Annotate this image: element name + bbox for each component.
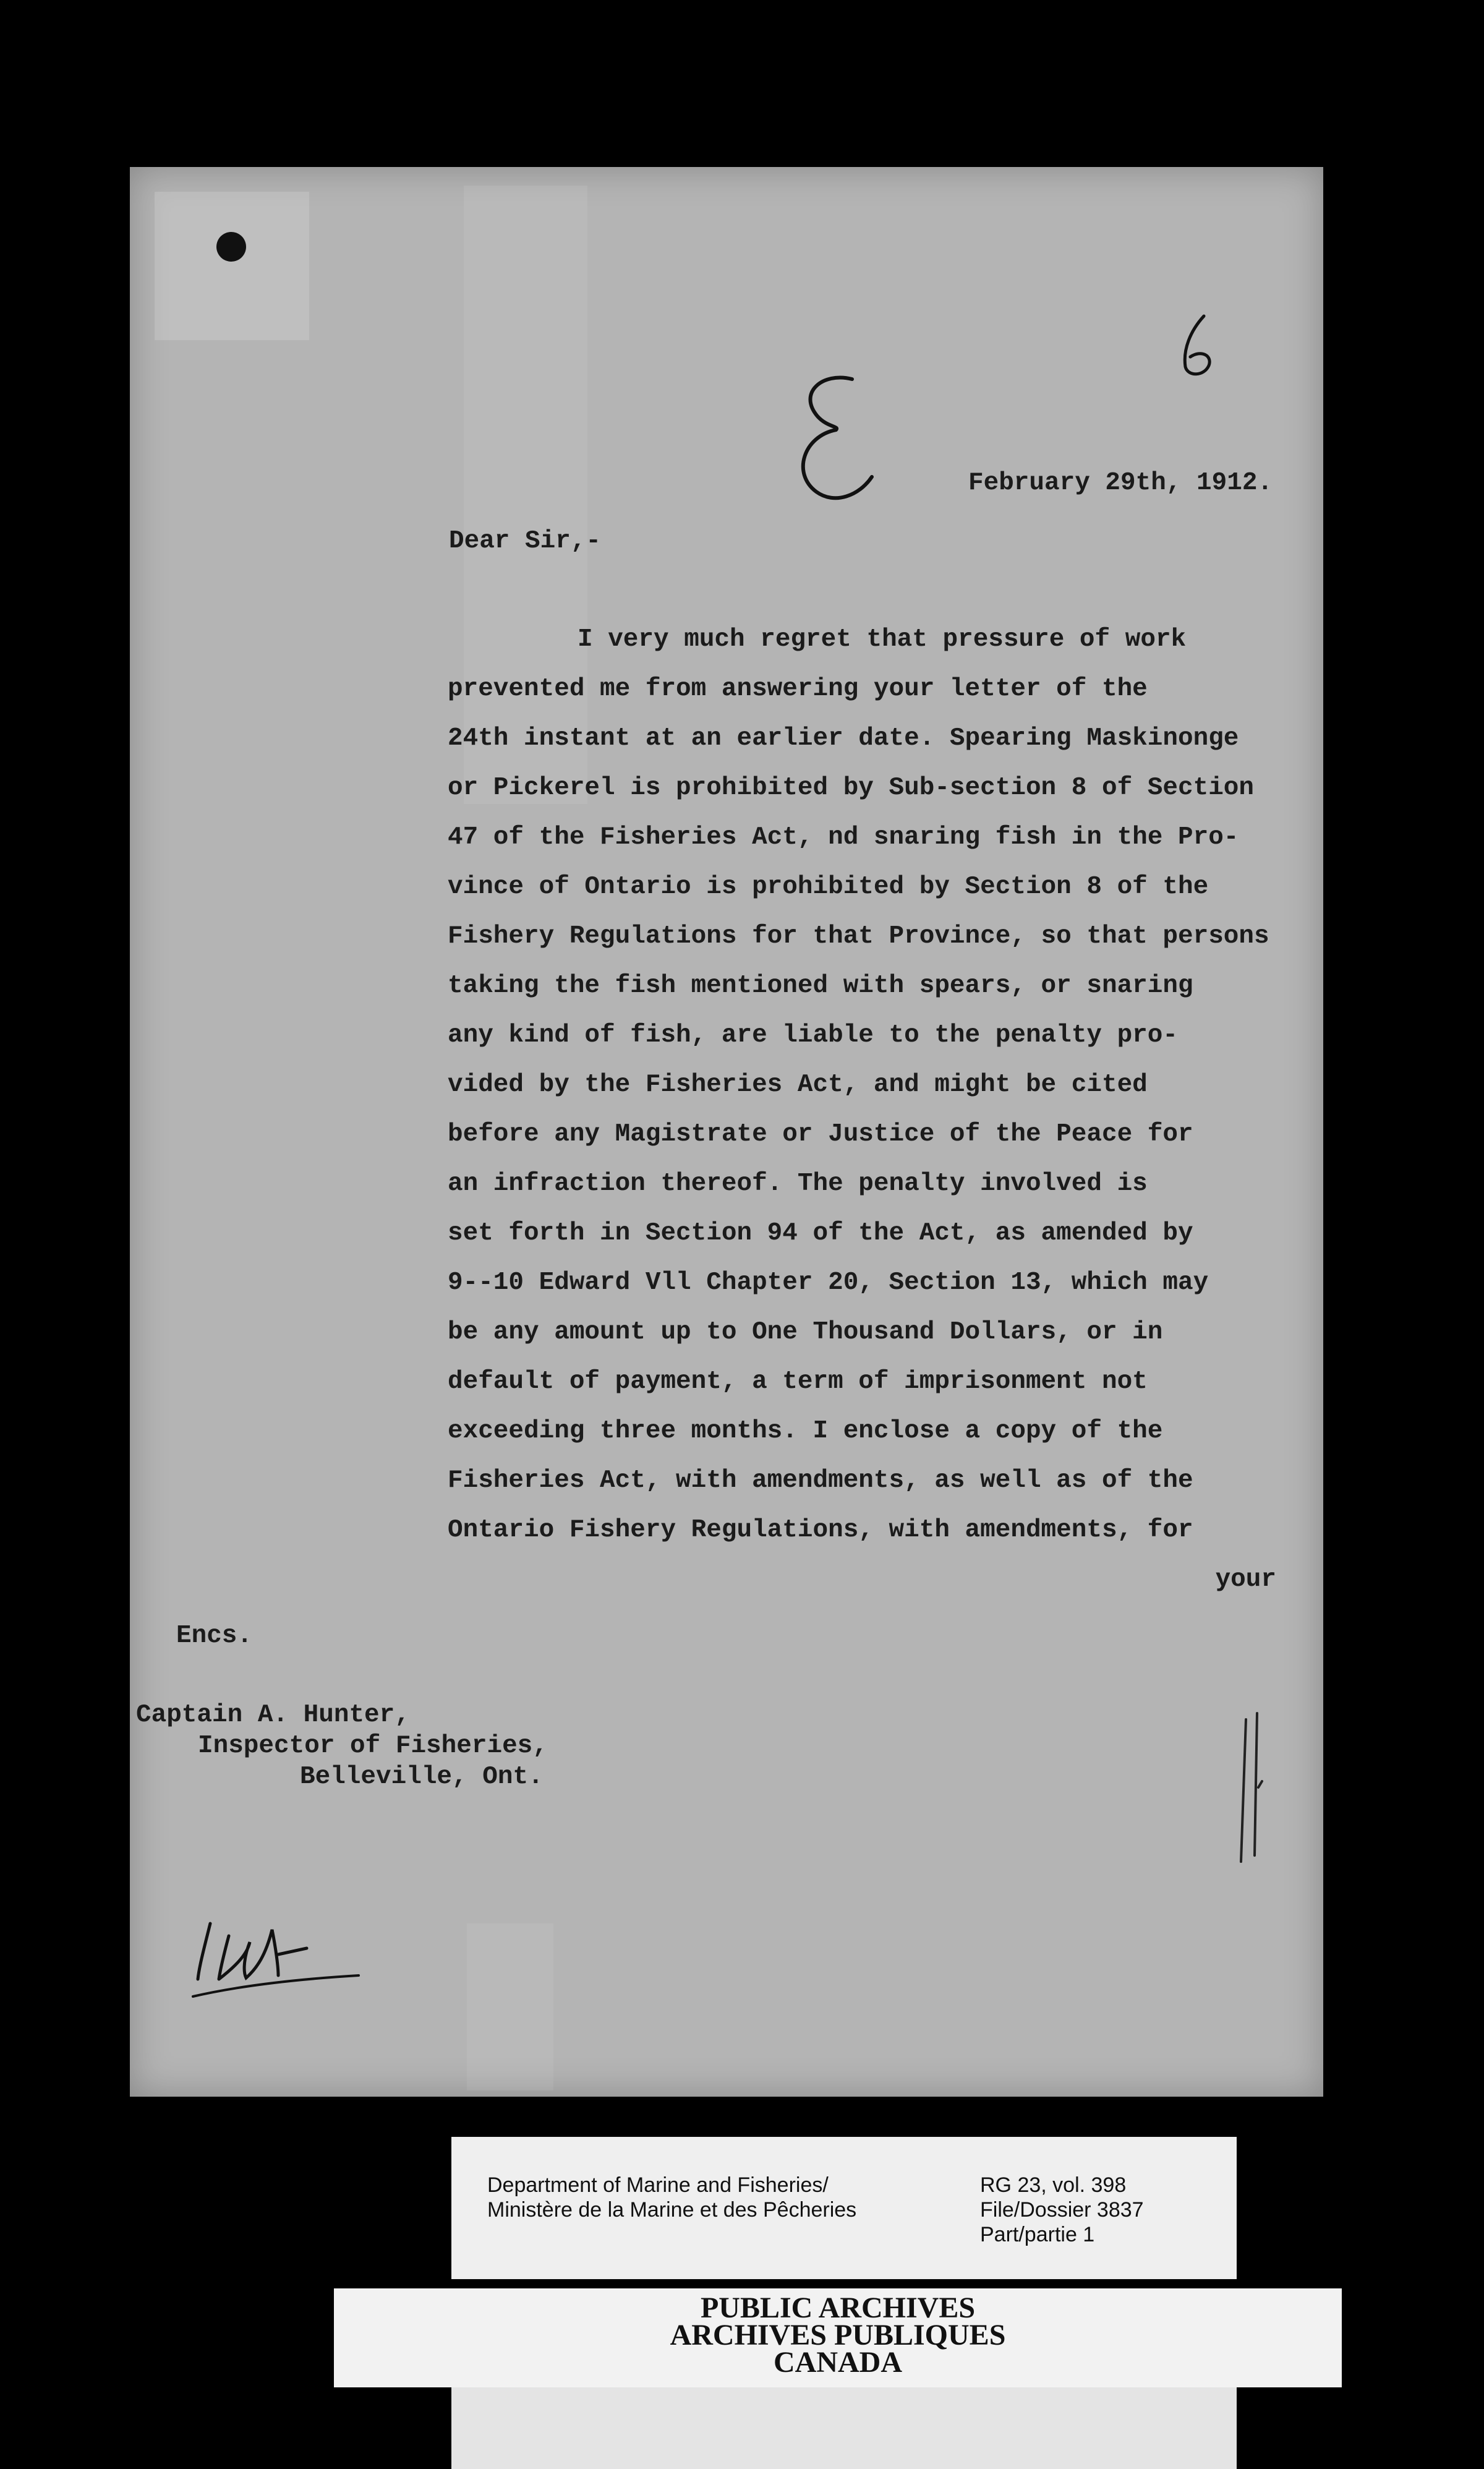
body-line: vince of Ontario is prohibited by Section 8 of the [448,873,1209,901]
corner-wear [155,192,309,340]
body-line: 47 of the Fisheries Act, nd snaring fish in the Pro- [448,823,1239,852]
stamp-line-country: CANADA [774,2346,902,2379]
body-line: taking the fish mentioned with spears, or snaring [448,972,1193,1000]
department-names [487,2173,856,2222]
punch-hole [216,232,246,262]
record-group-volume: RG 23, vol. 398 [980,2173,1127,2197]
addressee-title: Inspector of Fisheries, [198,1732,548,1760]
letter-page [130,167,1323,2097]
body-line: exceeding three months. I enclose a copy of the [448,1417,1163,1445]
body-line: before any Magistrate or Justice of the Peace for [448,1120,1193,1149]
body-line: 9--10 Edward Vll Chapter 20, Section 13, which may [448,1269,1209,1297]
body-line: any kind of fish, are liable to the penalty pro- [448,1021,1178,1050]
handwritten-margin-strokes [1227,1707,1277,1868]
addressee-location: Belleville, Ont. [300,1763,544,1791]
body-line: 24th instant at an earlier date. Spearing Maskinonge [448,724,1239,753]
department-name-en: Department of Marine and Fisheries/ [487,2173,829,2197]
body-line: Fishery Regulations for that Province, so that persons [448,922,1269,951]
handwritten-e-mark [779,368,884,510]
file-reference [980,2173,1144,2247]
archive-reference-label [451,2137,1237,2279]
handwritten-initials [186,1911,365,2004]
enclosures-note: Encs. [176,1622,253,1650]
part-number: Part/partie 1 [980,2223,1095,2246]
handwritten-page-number-mark [1172,312,1227,380]
file-number: File/Dossier 3837 [980,2198,1144,2222]
letter-body [448,615,1276,1604]
body-line-catchword: your [1215,1565,1276,1594]
body-line: set forth in Section 94 of the Act, as amended by [448,1219,1193,1247]
body-line: or Pickerel is prohibited by Sub-section 8 of Section [448,774,1255,802]
body-line: I very much regret that pressure of work [578,625,1187,654]
stamp-line-en: PUBLIC ARCHIVES [700,2291,976,2324]
letter-date: February 29th, 1912. [968,469,1273,497]
archives-stamp [334,2288,1342,2387]
body-line: be any amount up to One Thousand Dollars, or in [448,1318,1163,1346]
stamp-line-fr: ARCHIVES PUBLIQUES [670,2319,1006,2351]
body-line: default of payment, a term of imprisonment not [448,1367,1148,1396]
salutation: Dear Sir,- [449,527,602,555]
department-name-fr: Ministère de la Marine et des Pêcheries [487,2198,857,2222]
body-line: Ontario Fishery Regulations, with amendments, for [448,1516,1193,1544]
addressee-name: Captain A. Hunter, [136,1701,410,1729]
body-line: Fisheries Act, with amendments, as well as of the [448,1466,1193,1495]
stamp-card-lower [451,2387,1237,2469]
body-line: an infraction thereof. The penalty involved is [448,1170,1148,1198]
body-line: vided by the Fisheries Act, and might be cited [448,1071,1148,1099]
stamp-text [334,2291,1342,2379]
body-line: prevented me from answering your letter of the [448,675,1148,703]
faded-stamp-impression-lower [467,1923,553,2090]
addressee-block [136,1700,548,1792]
